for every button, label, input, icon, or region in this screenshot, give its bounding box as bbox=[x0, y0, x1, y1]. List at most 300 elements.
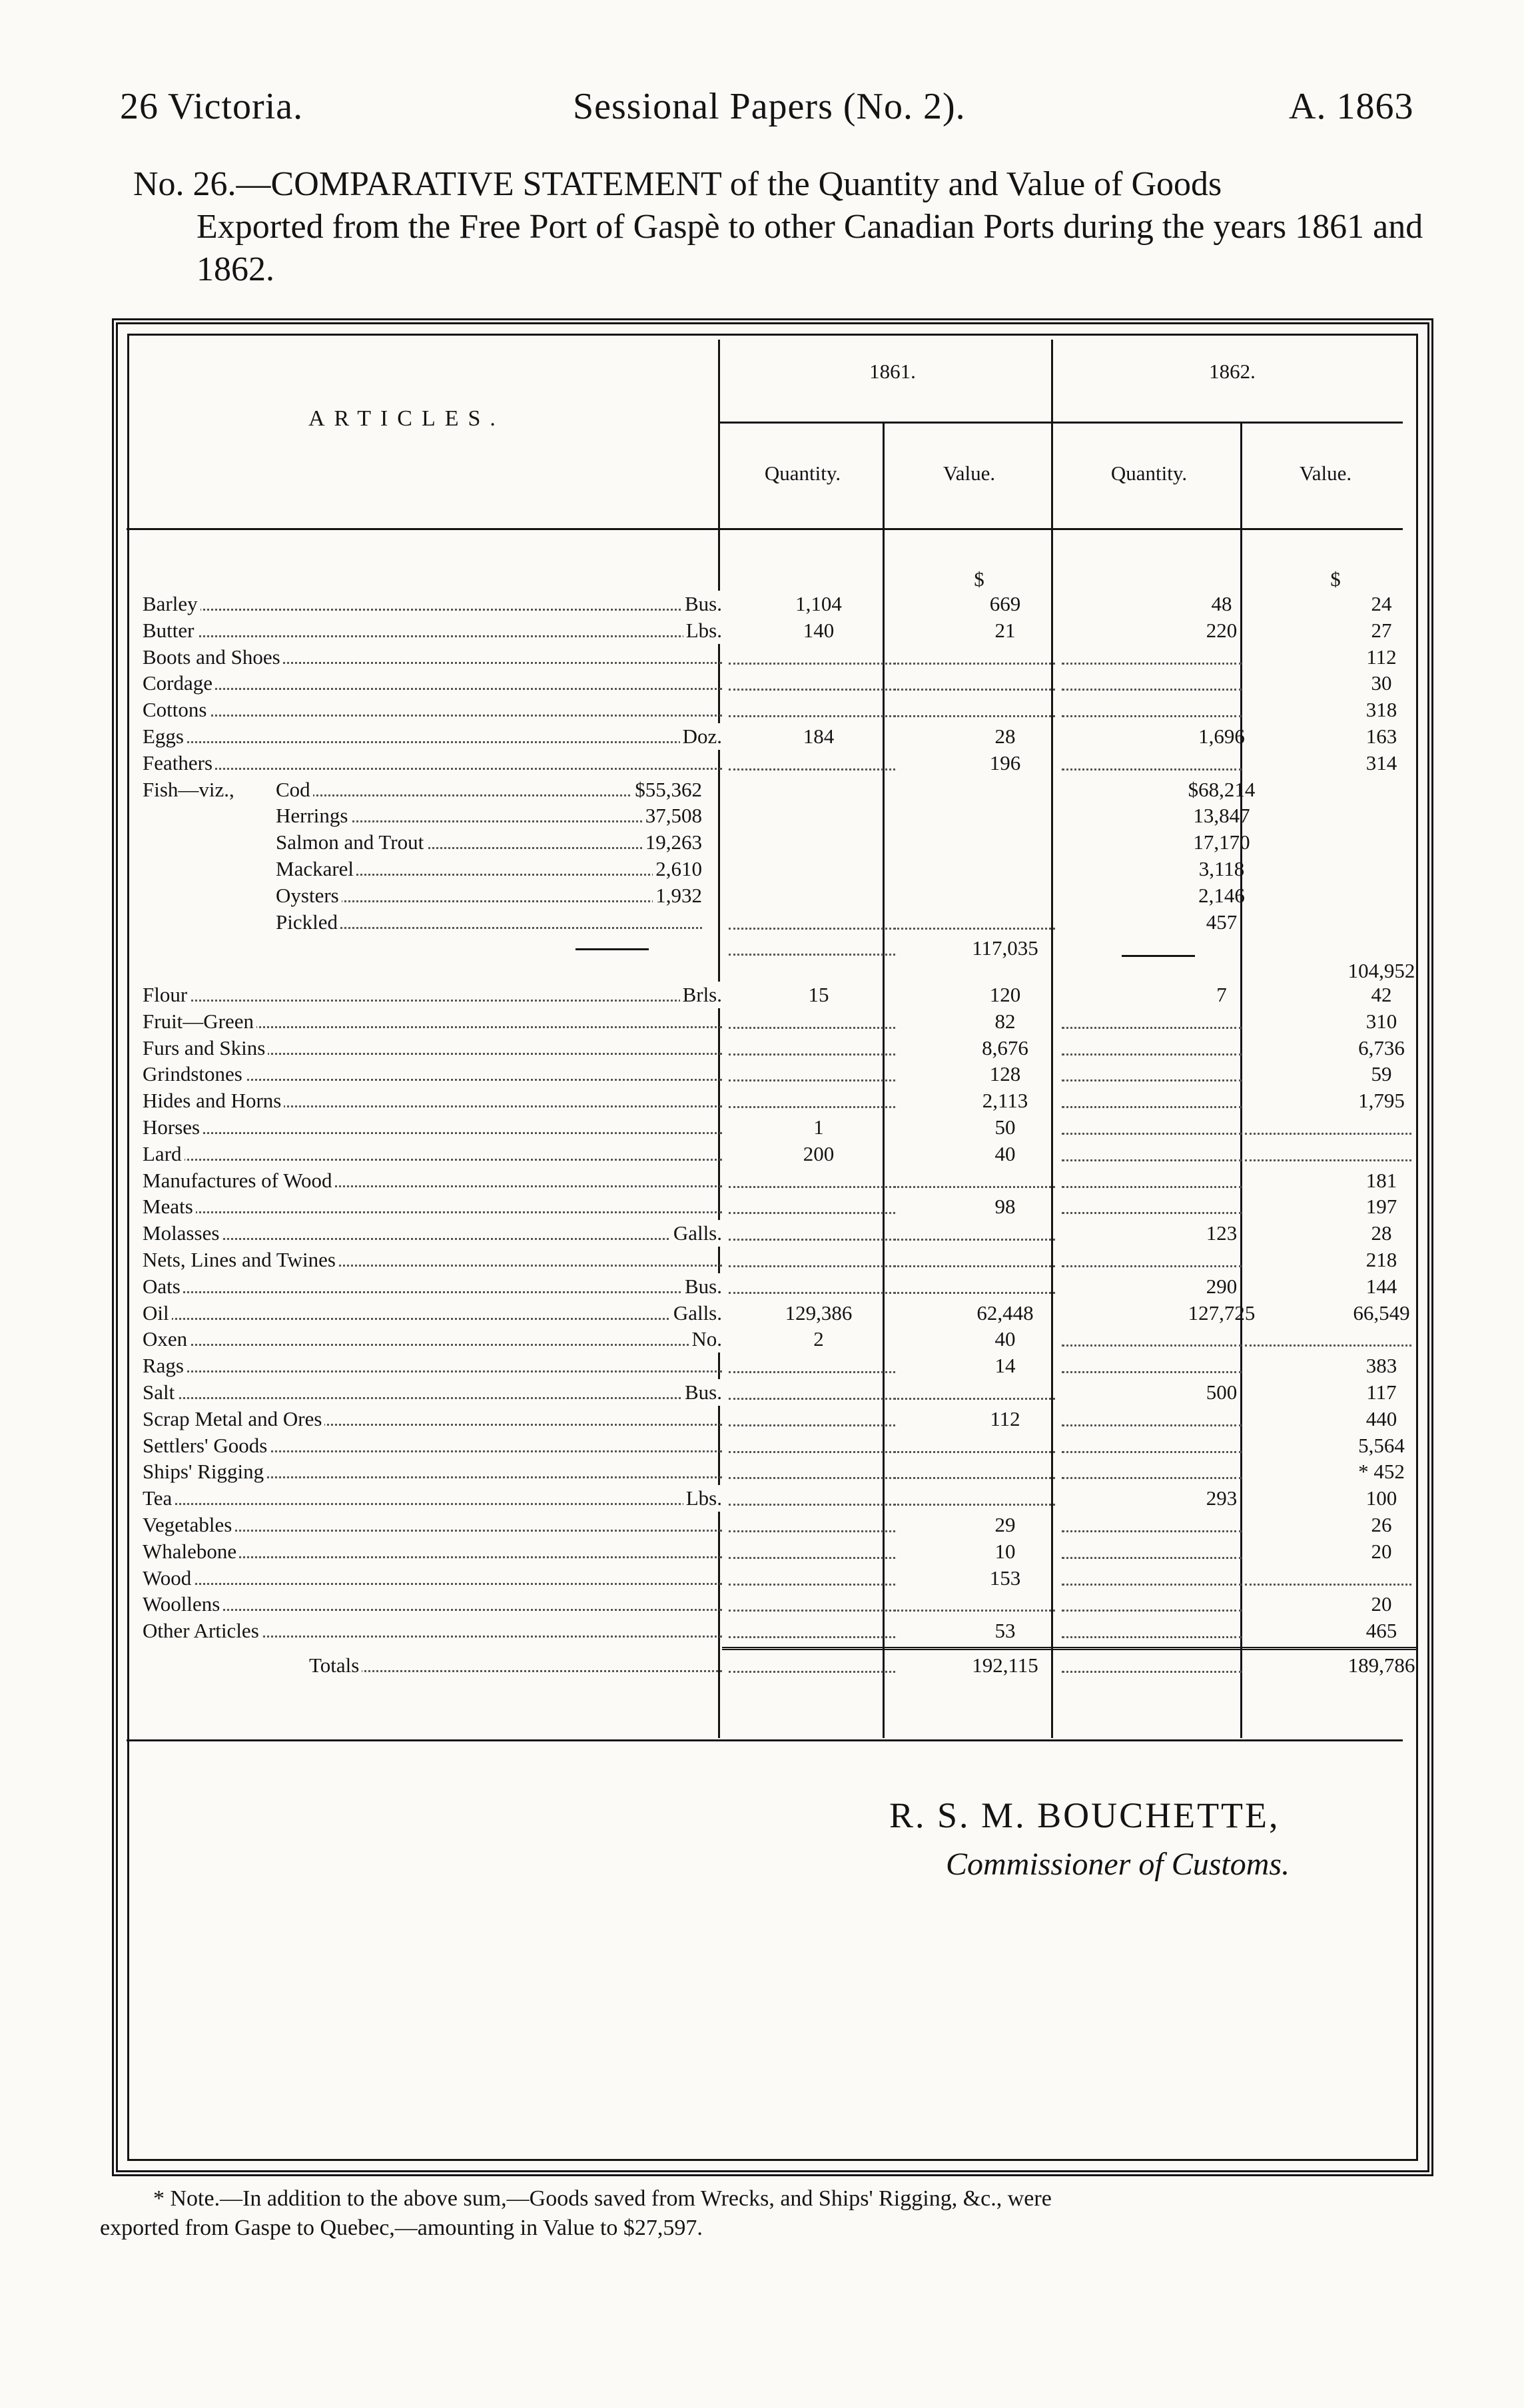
cell-q1862: 127,725 bbox=[1188, 1301, 1256, 1325]
signature-title: Commissioner of Customs. bbox=[946, 1847, 1290, 1882]
fish-item bbox=[276, 909, 702, 936]
empty-cell-dots bbox=[729, 1636, 895, 1638]
table-row bbox=[143, 1379, 1397, 1406]
cell-v1862: 318 bbox=[1365, 698, 1397, 722]
empty-cell-dots bbox=[894, 1186, 1055, 1188]
empty-cell-dots bbox=[729, 1106, 895, 1108]
article-label bbox=[143, 1379, 722, 1406]
empty-cell-dots bbox=[1062, 1054, 1242, 1055]
fish-label: Fish—viz., bbox=[143, 777, 234, 801]
table-row bbox=[143, 1485, 1397, 1512]
header-right: A. 1863 bbox=[1289, 86, 1414, 127]
totals-label-text: Totals bbox=[309, 1654, 362, 1677]
empty-cell-dots bbox=[729, 1557, 895, 1559]
article-label bbox=[143, 1326, 722, 1353]
table-row bbox=[143, 1087, 1405, 1114]
totals-label bbox=[309, 1652, 722, 1679]
article-name: Fruit—Green bbox=[143, 1010, 256, 1033]
article-name: Hides and Horns bbox=[143, 1089, 284, 1112]
article-label bbox=[143, 1061, 722, 1087]
table-row bbox=[143, 1618, 1397, 1644]
empty-cell-dots bbox=[729, 1610, 895, 1612]
empty-cell-dots bbox=[1062, 1557, 1242, 1559]
fish-name: Mackarel bbox=[276, 857, 356, 880]
empty-cell-dots bbox=[894, 715, 1055, 717]
empty-cell-dots bbox=[729, 1424, 895, 1426]
table-row bbox=[143, 1565, 1391, 1592]
fish-name: Salmon and Trout bbox=[276, 830, 426, 854]
subtotal-rule-1862 bbox=[1122, 955, 1195, 957]
cell-v1861: 196 bbox=[989, 751, 1021, 774]
cell-q1862: 290 bbox=[1206, 1274, 1238, 1298]
article-label bbox=[143, 1247, 722, 1273]
article-unit: Bus. bbox=[682, 1273, 722, 1300]
cell-v1862: 24 bbox=[1371, 592, 1392, 615]
document-title bbox=[133, 163, 1439, 291]
cell-v1861: 8,676 bbox=[982, 1036, 1028, 1059]
cell-v1862: * 452 bbox=[1358, 1460, 1405, 1484]
fish-row bbox=[143, 909, 1391, 936]
cell-v1862: 144 bbox=[1365, 1274, 1397, 1298]
article-name: Meats bbox=[143, 1195, 196, 1218]
fish-value-1862: 3,118 bbox=[1198, 857, 1245, 880]
empty-cell-dots bbox=[729, 1504, 895, 1506]
fish-row bbox=[143, 856, 1391, 882]
article-unit: No. bbox=[689, 1326, 722, 1353]
cell-v1862: 383 bbox=[1365, 1354, 1397, 1378]
fish-value-1861: 2,610 bbox=[653, 856, 702, 882]
cell-v1861: 21 bbox=[994, 618, 1016, 642]
empty-cell-dots bbox=[729, 1186, 895, 1188]
footnote bbox=[100, 2184, 1432, 2243]
cell-v1861: 50 bbox=[994, 1115, 1016, 1139]
empty-cell-dots bbox=[1062, 1636, 1242, 1638]
cell-v1862: 6,736 bbox=[1358, 1036, 1405, 1059]
signature-name: R. S. M. BOUCHETTE, bbox=[889, 1795, 1280, 1835]
cell-q1862: 7 bbox=[1216, 983, 1227, 1007]
fish-item bbox=[276, 802, 702, 829]
year-1861-header: 1861. bbox=[869, 360, 916, 383]
empty-cell-dots bbox=[894, 1451, 1055, 1453]
fish-value-1861: 37,508 bbox=[643, 802, 702, 829]
empty-cell-dots bbox=[1062, 1530, 1242, 1532]
article-name: Vegetables bbox=[143, 1513, 234, 1536]
cell-v1862: 27 bbox=[1371, 618, 1392, 642]
article-label bbox=[143, 982, 722, 1008]
empty-cell-dots bbox=[729, 1398, 895, 1400]
fish-name: Herrings bbox=[276, 804, 350, 827]
article-label bbox=[143, 1485, 722, 1512]
empty-cell-dots bbox=[1245, 1159, 1411, 1161]
empty-cell-dots bbox=[729, 663, 895, 665]
table-row bbox=[143, 644, 1397, 671]
fish-item bbox=[276, 856, 702, 882]
cell-v1862: 163 bbox=[1365, 725, 1397, 748]
fish-value-1861: 19,263 bbox=[643, 829, 702, 856]
article-label bbox=[143, 1114, 722, 1141]
cell-v1861: 29 bbox=[994, 1513, 1016, 1537]
article-label bbox=[143, 750, 722, 776]
empty-cell-dots bbox=[729, 1265, 895, 1267]
cell-q1862: 500 bbox=[1206, 1380, 1238, 1404]
article-name: Nets, Lines and Twines bbox=[143, 1248, 338, 1271]
table-row bbox=[143, 1167, 1397, 1194]
article-label bbox=[143, 1087, 722, 1114]
article-name: Whalebone bbox=[143, 1540, 239, 1563]
cell-v1862: 310 bbox=[1365, 1009, 1397, 1033]
article-label bbox=[143, 697, 722, 723]
empty-cell-dots bbox=[894, 928, 1055, 930]
fish-total-1862: 104,952 bbox=[1347, 959, 1415, 983]
total-1862: 189,786 bbox=[1347, 1654, 1415, 1677]
cell-v1861: 98 bbox=[994, 1195, 1016, 1219]
cell-v1861: 82 bbox=[994, 1009, 1016, 1033]
table-row bbox=[143, 1247, 1397, 1273]
cell-v1861: 120 bbox=[989, 983, 1021, 1007]
cell-q1861: 200 bbox=[803, 1141, 835, 1165]
empty-cell-dots bbox=[894, 1292, 1055, 1294]
fish-row bbox=[143, 802, 1391, 829]
table-row bbox=[143, 1061, 1391, 1087]
empty-cell-dots bbox=[894, 1477, 1055, 1479]
article-name: Butter bbox=[143, 619, 197, 642]
table-row bbox=[143, 1141, 1391, 1167]
article-label bbox=[143, 1273, 722, 1300]
empty-cell-dots bbox=[894, 1610, 1055, 1612]
table-bottom-rule bbox=[127, 1739, 1403, 1741]
article-label bbox=[143, 1035, 722, 1061]
year-1862-header: 1862. bbox=[1209, 360, 1256, 383]
article-name: Cordage bbox=[143, 671, 215, 695]
empty-cell-dots bbox=[1062, 768, 1242, 770]
article-unit: Bus. bbox=[682, 1379, 722, 1406]
fish-item bbox=[276, 776, 702, 803]
fish-value-1862: $68,214 bbox=[1188, 777, 1256, 801]
article-label bbox=[143, 1008, 722, 1035]
article-label bbox=[143, 617, 722, 644]
empty-cell-dots bbox=[1062, 1671, 1242, 1673]
empty-cell-dots bbox=[1062, 1133, 1242, 1135]
empty-cell-dots bbox=[1062, 715, 1242, 717]
table-row bbox=[143, 1406, 1397, 1432]
cell-v1862: 181 bbox=[1365, 1168, 1397, 1192]
article-label bbox=[143, 1193, 722, 1220]
empty-cell-dots bbox=[1062, 663, 1242, 665]
cell-q1861: 1,104 bbox=[795, 592, 842, 615]
fish-value-1862: 2,146 bbox=[1198, 883, 1245, 907]
empty-cell-dots bbox=[1062, 1106, 1242, 1108]
article-name: Other Articles bbox=[143, 1619, 262, 1642]
table-row bbox=[143, 1008, 1397, 1035]
fish-value-1862: 13,847 bbox=[1193, 804, 1250, 828]
total-1861: 192,115 bbox=[972, 1654, 1038, 1677]
cell-v1861: 128 bbox=[989, 1062, 1021, 1086]
article-label bbox=[143, 1353, 722, 1379]
table-row bbox=[143, 1326, 1391, 1353]
empty-cell-dots bbox=[1062, 1477, 1242, 1479]
header-left: 26 Victoria. bbox=[120, 86, 304, 127]
cell-q1862: 293 bbox=[1206, 1486, 1238, 1510]
article-name: Barley bbox=[143, 592, 200, 615]
article-name: Eggs bbox=[143, 725, 187, 748]
cell-v1862: 66,549 bbox=[1353, 1301, 1410, 1325]
article-label bbox=[143, 1618, 722, 1644]
article-unit: Lbs. bbox=[683, 617, 722, 644]
cell-v1861: 53 bbox=[994, 1619, 1016, 1643]
table-row bbox=[143, 723, 1397, 750]
cell-v1862: 28 bbox=[1371, 1221, 1392, 1245]
cell-v1861: 153 bbox=[989, 1566, 1021, 1590]
article-unit: Lbs. bbox=[683, 1485, 722, 1512]
empty-cell-dots bbox=[894, 663, 1055, 665]
fish-row bbox=[143, 882, 1391, 909]
table-row bbox=[143, 1538, 1391, 1565]
article-label bbox=[143, 1538, 722, 1565]
year-header-rule bbox=[718, 422, 1403, 424]
cell-v1862: 117 bbox=[1366, 1380, 1397, 1404]
empty-cell-dots bbox=[729, 768, 895, 770]
empty-cell-dots bbox=[894, 1504, 1055, 1506]
article-name: Boots and Shoes bbox=[143, 645, 283, 669]
empty-cell-dots bbox=[1062, 1186, 1242, 1188]
empty-cell-dots bbox=[729, 1079, 895, 1081]
empty-cell-dots bbox=[729, 1239, 895, 1241]
cell-v1862: 100 bbox=[1365, 1486, 1397, 1510]
empty-cell-dots bbox=[1062, 689, 1242, 691]
footnote-line-1: * Note.—In addition to the above sum,—Goods saved from Wrecks, and Ships' Rigging, &c., were bbox=[153, 2186, 1052, 2211]
fish-item bbox=[276, 829, 702, 856]
empty-cell-dots bbox=[894, 1398, 1055, 1400]
cell-q1862: 1,696 bbox=[1198, 725, 1245, 748]
table-row bbox=[143, 1432, 1405, 1459]
article-unit: Galls. bbox=[671, 1220, 722, 1247]
table-row bbox=[143, 697, 1397, 723]
subtotal-rule-1861 bbox=[575, 948, 649, 950]
article-label bbox=[143, 591, 722, 617]
article-unit: Bus. bbox=[682, 591, 722, 617]
header-center: Sessional Papers (No. 2). bbox=[573, 86, 966, 127]
empty-cell-dots bbox=[1245, 1584, 1411, 1586]
article-unit: Doz. bbox=[680, 723, 722, 750]
cell-v1861: 62,448 bbox=[976, 1301, 1034, 1325]
cell-v1862: 1,795 bbox=[1358, 1089, 1405, 1113]
empty-cell-dots bbox=[729, 689, 895, 691]
table-row bbox=[143, 1458, 1405, 1485]
fish-value-1861: 1,932 bbox=[653, 882, 702, 909]
table-row bbox=[143, 750, 1397, 776]
cell-v1862: 5,564 bbox=[1358, 1433, 1405, 1457]
empty-cell-dots bbox=[894, 1239, 1055, 1241]
cell-v1861: 40 bbox=[994, 1327, 1016, 1351]
article-name: Tea bbox=[143, 1486, 175, 1510]
totals-row bbox=[143, 1652, 1415, 1679]
empty-cell-dots bbox=[1062, 1079, 1242, 1081]
article-label bbox=[143, 1141, 722, 1167]
value-1861-header: Value. bbox=[943, 461, 996, 485]
table-row bbox=[143, 1300, 1410, 1327]
article-name: Rags bbox=[143, 1354, 187, 1377]
article-name: Flour bbox=[143, 983, 190, 1006]
empty-cell-dots bbox=[1062, 1159, 1242, 1161]
cell-q1862: 220 bbox=[1206, 618, 1238, 642]
table-row bbox=[143, 670, 1391, 697]
article-label bbox=[143, 1167, 722, 1194]
currency-1862: $ bbox=[1330, 567, 1341, 591]
empty-cell-dots bbox=[1062, 1584, 1242, 1586]
empty-cell-dots bbox=[729, 1027, 895, 1029]
empty-cell-dots bbox=[729, 1671, 895, 1673]
table-row bbox=[143, 617, 1391, 644]
article-label bbox=[143, 1512, 722, 1538]
article-name: Manufactures of Wood bbox=[143, 1169, 334, 1192]
empty-cell-dots bbox=[729, 1584, 895, 1586]
article-label bbox=[143, 1565, 722, 1592]
article-label bbox=[143, 723, 722, 750]
cell-v1862: 42 bbox=[1371, 983, 1392, 1007]
cell-v1861: 28 bbox=[994, 725, 1016, 748]
empty-cell-dots bbox=[1062, 1610, 1242, 1612]
table-row bbox=[143, 982, 1391, 1008]
cell-v1862: 112 bbox=[1366, 645, 1397, 669]
fish-value-1861: $55,362 bbox=[632, 776, 702, 803]
fish-name: Cod bbox=[276, 778, 313, 801]
currency-1861: $ bbox=[974, 567, 984, 591]
article-unit: Brls. bbox=[680, 982, 722, 1008]
article-label bbox=[143, 1406, 722, 1432]
article-name: Oil bbox=[143, 1301, 172, 1325]
cell-q1861: 140 bbox=[803, 618, 835, 642]
table-row bbox=[143, 1035, 1405, 1061]
table-row bbox=[143, 1591, 1391, 1618]
cell-v1861: 10 bbox=[994, 1539, 1016, 1563]
empty-cell-dots bbox=[729, 715, 895, 717]
empty-cell-dots bbox=[1245, 1345, 1411, 1347]
cell-q1862: 48 bbox=[1211, 592, 1232, 615]
empty-cell-dots bbox=[1062, 1451, 1242, 1453]
article-label bbox=[143, 670, 722, 697]
table-row bbox=[143, 591, 1391, 617]
article-name: Wood bbox=[143, 1566, 194, 1590]
column-header-rule bbox=[127, 528, 1403, 530]
empty-cell-dots bbox=[729, 1054, 895, 1055]
fish-item bbox=[276, 882, 702, 909]
article-label bbox=[143, 644, 722, 671]
empty-cell-dots bbox=[729, 1292, 895, 1294]
cell-q1861: 184 bbox=[803, 725, 835, 748]
empty-cell-dots bbox=[894, 689, 1055, 691]
cell-v1861: 14 bbox=[994, 1354, 1016, 1378]
article-label bbox=[143, 1591, 722, 1618]
cell-q1861: 2 bbox=[813, 1327, 824, 1351]
cell-v1862: 20 bbox=[1371, 1592, 1392, 1616]
empty-cell-dots bbox=[729, 1371, 895, 1373]
cell-v1862: 30 bbox=[1371, 671, 1392, 695]
cell-q1861: 129,386 bbox=[785, 1301, 853, 1325]
cell-v1861: 112 bbox=[990, 1406, 1020, 1430]
empty-cell-dots bbox=[1062, 1345, 1242, 1347]
article-name: Scrap Metal and Ores bbox=[143, 1407, 324, 1430]
table-row bbox=[143, 1273, 1397, 1300]
cell-q1861: 1 bbox=[813, 1115, 824, 1139]
article-name: Feathers bbox=[143, 751, 215, 774]
table-row bbox=[143, 1193, 1397, 1220]
article-name: Molasses bbox=[143, 1221, 222, 1245]
article-label bbox=[143, 1432, 722, 1459]
table-row bbox=[143, 1220, 1391, 1247]
article-name: Oats bbox=[143, 1275, 183, 1298]
footnote-line-2: exported from Gaspe to Quebec,—amounting in Value to $27,597. bbox=[100, 2216, 703, 2240]
fish-name: Pickled bbox=[276, 910, 340, 934]
article-name: Woollens bbox=[143, 1592, 222, 1616]
article-name: Cottons bbox=[143, 698, 209, 721]
quantity-1862-header: Quantity. bbox=[1110, 461, 1188, 485]
title-line-1: No. 26.—COMPARATIVE STATEMENT of the Quantity and Value of Goods bbox=[133, 165, 1222, 203]
fish-row bbox=[143, 829, 1391, 856]
article-name: Lard bbox=[143, 1142, 185, 1165]
cell-q1862: 123 bbox=[1206, 1221, 1238, 1245]
fish-value-1862: 457 bbox=[1206, 910, 1238, 934]
empty-cell-dots bbox=[1062, 1424, 1242, 1426]
empty-cell-dots bbox=[1245, 1133, 1411, 1135]
empty-cell-dots bbox=[729, 928, 895, 930]
fish-total-1861: 117,035 bbox=[972, 936, 1038, 960]
totals-top-rule bbox=[722, 1647, 1418, 1650]
value-1862-header: Value. bbox=[1299, 461, 1352, 485]
empty-cell-dots bbox=[1062, 1371, 1242, 1373]
article-name: Oxen bbox=[143, 1327, 190, 1351]
title-rest: Exported from the Free Port of Gaspè to other Canadian Ports during the years 1861 and 1862. bbox=[196, 208, 1423, 288]
empty-cell-dots bbox=[1062, 1212, 1242, 1214]
cell-v1862: 26 bbox=[1371, 1513, 1392, 1537]
article-name: Horses bbox=[143, 1115, 202, 1139]
articles-header: ARTICLES. bbox=[308, 406, 505, 431]
cell-v1862: 440 bbox=[1365, 1406, 1397, 1430]
article-label bbox=[143, 1300, 722, 1327]
cell-v1862: 20 bbox=[1371, 1539, 1392, 1563]
empty-cell-dots bbox=[729, 1530, 895, 1532]
cell-v1862: 314 bbox=[1365, 751, 1397, 774]
article-unit: Galls. bbox=[671, 1300, 722, 1327]
cell-v1862: 197 bbox=[1365, 1195, 1397, 1219]
article-label bbox=[143, 1458, 722, 1485]
empty-cell-dots bbox=[894, 1265, 1055, 1267]
cell-v1862: 59 bbox=[1371, 1062, 1392, 1086]
cell-v1861: 2,113 bbox=[982, 1089, 1028, 1113]
empty-cell-dots bbox=[729, 1451, 895, 1453]
fish-row bbox=[143, 776, 1391, 803]
article-name: Ships' Rigging bbox=[143, 1460, 266, 1483]
cell-v1862: 218 bbox=[1365, 1248, 1397, 1272]
article-name: Salt bbox=[143, 1380, 177, 1404]
article-name: Settlers' Goods bbox=[143, 1434, 270, 1457]
fish-value-1862: 17,170 bbox=[1193, 830, 1250, 854]
quantity-1861-header: Quantity. bbox=[764, 461, 841, 485]
cell-v1861: 669 bbox=[989, 592, 1021, 615]
table-row bbox=[143, 1114, 1391, 1141]
article-name: Furs and Skins bbox=[143, 1036, 268, 1059]
empty-cell-dots bbox=[729, 1477, 895, 1479]
cell-q1861: 15 bbox=[808, 983, 829, 1007]
article-label bbox=[143, 1220, 722, 1247]
table-row bbox=[143, 1353, 1397, 1379]
empty-cell-dots bbox=[1062, 1265, 1242, 1267]
cell-v1862: 465 bbox=[1365, 1619, 1397, 1643]
table-row bbox=[143, 1512, 1391, 1538]
empty-cell-dots bbox=[729, 1212, 895, 1214]
fish-subtotal-row-1862 bbox=[143, 955, 1415, 983]
fish-name: Oysters bbox=[276, 884, 342, 907]
article-name: Grindstones bbox=[143, 1062, 245, 1085]
